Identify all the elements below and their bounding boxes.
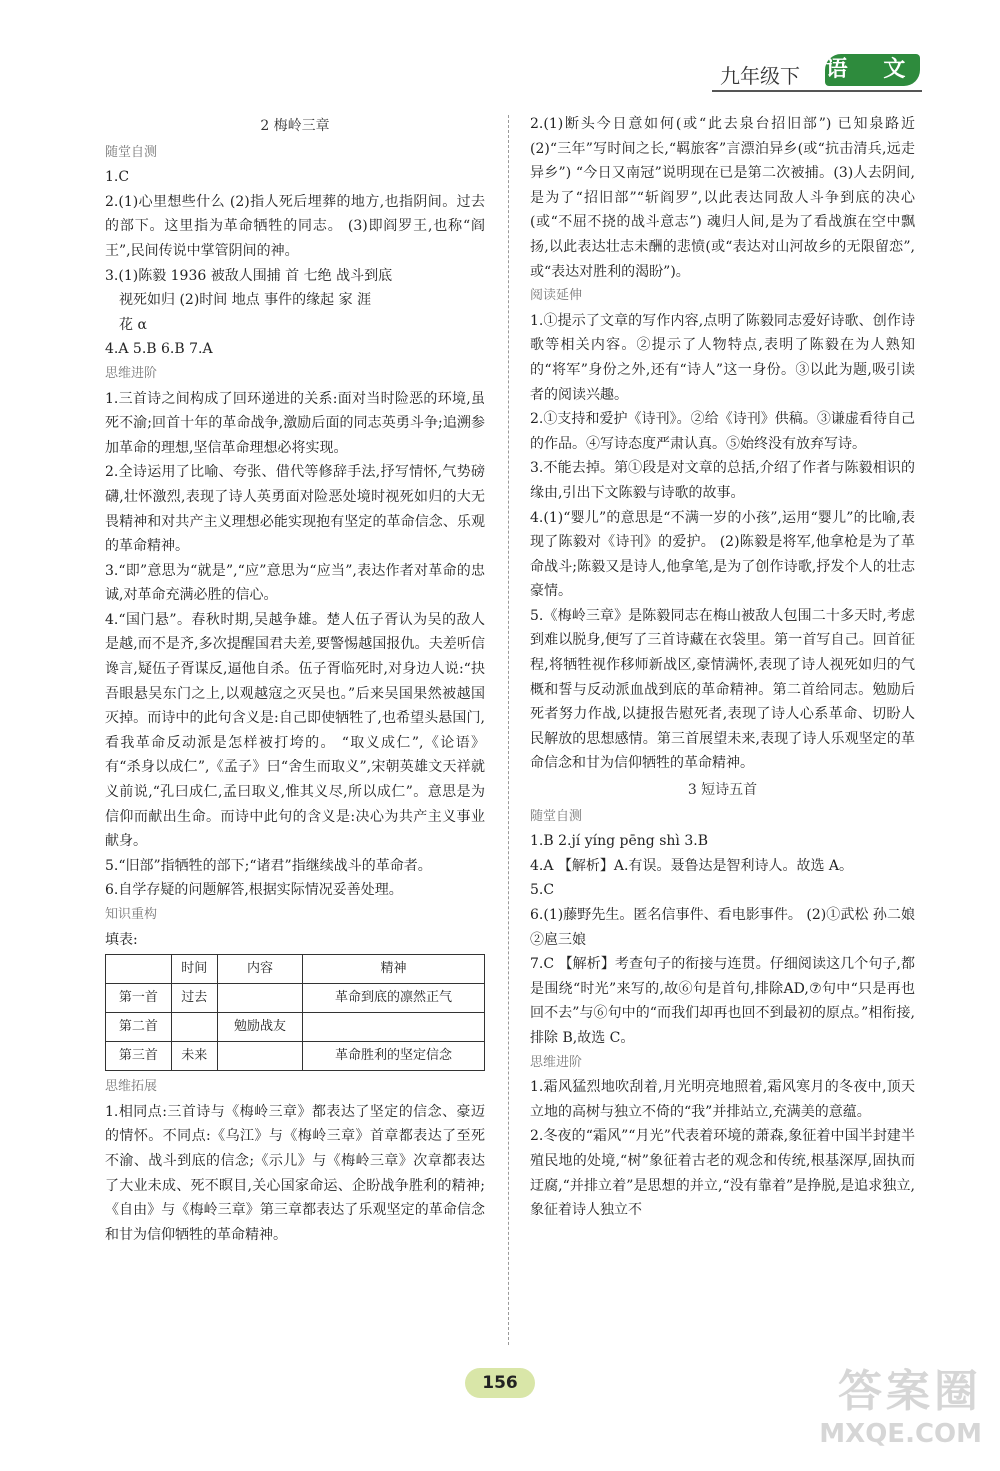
answer-item: 2.全诗运用了比喻、夸张、借代等修辞手法,抒写情怀,气势磅礴,壮怀激烈,表现了诗人英勇面对险恶处境时视死如归的大无畏精神和对共产主义理想必能实现抱有坚定的革命信念、乐观的革命精神。 (105, 464, 485, 555)
table-cell: 第三首 (106, 1042, 172, 1071)
header-grade: 九年级下 (720, 64, 800, 88)
table-header-cell: 内容 (217, 955, 302, 984)
answer-item: 4.“国门悬”。春秋时期,吴越争雄。楚人伍子胥认为吴的敌人是越,而不是齐,多次提醒国君夫差,要警惕越国报仇。夫差听信谗言,疑伍子胥谋反,逼他自杀。伍子胥临死时,对身边人说:“抉吾眼悬吴东门之上,以观越寇之灭吴也。”后来吴国果然被越国灭掉。而诗中的此句含义是:自己即使牺牲了,也希望头悬国门,看我革命反动派是怎样被打垮的。 “取义成仁”,《论语》有“杀身以成仁”,《孟子》曰“舍生而取义”,宋朝英雄文天祥就义前说,“孔曰成仁,孟曰取义,惟其义尽,所以成仁”。意思是为信仰而献出生命。而诗中此句的含义是:决心为共产主义事业献身。 (105, 611, 485, 850)
watermark-url: MXQE.COM (819, 1419, 982, 1449)
answer-item: 1.C (105, 169, 130, 186)
table-header-cell (106, 955, 172, 984)
table-cell: 革命胜利的坚定信念 (302, 1042, 484, 1071)
header-underline (712, 90, 922, 92)
answer-item: 4.A 【解析】A.有误。聂鲁达是智利诗人。故选 A。 (530, 857, 854, 874)
watermark-logo: 答案圈 (838, 1366, 982, 1417)
answer-item: 花 α (119, 316, 147, 333)
answer-item: 3.(1)陈毅 1936 被敌人围捕 首 七绝 战斗到底 (105, 267, 393, 284)
table-cell (302, 1013, 484, 1042)
answer-item: 4.(1)“婴儿”的意思是“不满一岁的小孩”,运用“婴儿”的比喻,表现了陈毅对《诗刊》的爱护。 (2)陈毅是将军,他拿枪是为了革命战斗;陈毅又是诗人,他拿笔,是为了创作诗歌,抒发个人的壮志豪情。 (530, 509, 915, 600)
watermark (819, 1355, 982, 1449)
table-header-row (106, 955, 485, 984)
header-subject-badge: 语 文 (825, 54, 920, 86)
subheading: 思维进阶 (530, 1054, 583, 1070)
table-row (106, 1042, 485, 1071)
answer-item: 2.①支持和爱护《诗刊》。②给《诗刊》供稿。③谦虚看待自己的作品。④写诗态度严肃认真。⑤始终没有放弃写诗。 (530, 411, 915, 452)
table-row (106, 984, 485, 1013)
table-cell: 勉励战友 (217, 1013, 302, 1042)
subheading: 思维拓展 (105, 1079, 158, 1095)
section-title: 3 短诗五首 (687, 782, 758, 799)
table-cell: 第一首 (106, 984, 172, 1013)
table-header-cell: 时间 (171, 955, 217, 984)
answer-item: 1.相同点:三首诗与《梅岭三章》都表达了坚定的信念、豪迈的情怀。不同点:《乌江》与《梅岭三章》首章都表达了至死不渝、战斗到底的信念;《示儿》与《梅岭三章》次章都表达了大业未成、死不瞑目,关心国家命运、企盼战争胜利的精神;《自由》与《梅岭三章》第三章都表达了乐观坚定的革命信念和甘为信仰牺牲的革命精神。 (105, 1103, 485, 1243)
answer-item: 6.(1)藤野先生。匿名信事件、看电影事件。 (2)①武松 孙二娘 ②扈三娘 (530, 907, 915, 948)
answer-item: 5.“旧部”指牺牲的部下;“诸君”指继续战斗的革命者。 (105, 857, 432, 874)
table-cell: 未来 (171, 1042, 217, 1071)
table-row (106, 1013, 485, 1042)
subheading: 知识重构 (105, 907, 158, 922)
answer-item: 5.C (530, 882, 555, 899)
answer-item: 3.不能去掉。第①段是对文章的总括,介绍了作者与陈毅相识的缘由,引出下文陈毅与诗歌的故事。 (530, 460, 915, 501)
answer-item: 5.《梅岭三章》是陈毅同志在梅山被敌人包围二十多天时,考虑到难以脱身,便写了三首诗藏在衣袋里。第一首写自己。回首征程,将牺牲视作移师新战区,豪情满怀,表现了诗人视死如归的气概和誓与反动派血战到底的革命精神。第二首给同志。勉励后死者努力作战,以捷报告慰死者,表现了诗人心系革命、切盼人民解放的思想感情。第三首展望未来,表现了诗人乐观坚定的革命信念和甘为信仰牺牲的革命精神。 (530, 607, 915, 772)
answer-item: 2.(1)断头今日意如何(或“此去泉台招旧部”) 已知泉路近 (2)“三年”写时间之长,“羁旅客”言漂泊异乡(或“抗击清兵,远走异乡”) “今日又南冠”说明现在已是第二次被捕。(3)人去阴间,是为了“招旧部”“斩阎罗”,以此表达同敌人斗争到底的决心(或“不屈不挠的战斗意志”) 魂归人间,是为了看战旗在空中飘扬,以此表达壮志未酬的悲愤(或“表达对山河故乡的无限留恋”,或“表达对胜利的渴盼”)。 (530, 116, 915, 280)
answer-item: 3.“即”意思为“就是”,“应”意思为“应当”,表达作者对革命的忠诚,对革命充满必胜的信心。 (105, 562, 485, 604)
column-divider (508, 115, 509, 1345)
subheading: 思维进阶 (105, 365, 158, 381)
subheading: 随堂自测 (105, 144, 158, 160)
table-cell (217, 984, 302, 1013)
table-cell: 第二首 (106, 1013, 172, 1042)
fill-label: 填表: (105, 931, 138, 948)
answer-item: 1.B 2.jí yíng pēng shì 3.B (530, 833, 708, 850)
left-column (105, 112, 485, 1247)
answer-item: 6.自学存疑的问题解答,根据实际情况妥善处理。 (105, 882, 403, 899)
answer-item: 视死如归 (2)时间 地点 事件的缘起 家 涯 (119, 292, 372, 309)
page-number: 156 (465, 1368, 535, 1398)
table-cell: 革命到底的凛然正气 (302, 984, 484, 1013)
answer-item: 2.冬夜的“霜风”“月光”代表着环境的萧森,象征着中国半封建半殖民地的处境,“树”象征着古老的观念和传统,根基深厚,固执而迂腐,“并排立着”是思想的并立,“没有靠着”是挣脱,是追求独立,象征着诗人独立不 (530, 1128, 915, 1219)
table-cell: 过去 (171, 984, 217, 1013)
answer-item: 4.A 5.B 6.B 7.A (105, 341, 213, 358)
answer-item: 7.C 【解析】考查句子的衔接与连贯。仔细阅读这几个句子,都是围绕“时光”来写的,故⑥句是首句,排除AD,⑦句中“只是再也回不去”与⑥句中的“而我们却再也回不到最初的原点。”相衔接,排除 B,故选 C。 (530, 956, 915, 1046)
table-header-cell: 精神 (302, 955, 484, 984)
subheading: 随堂自测 (530, 808, 583, 824)
table-cell (217, 1042, 302, 1071)
right-column (530, 112, 915, 1223)
section-title: 2 梅岭三章 (260, 118, 330, 134)
answer-item: 1.①提示了文章的写作内容,点明了陈毅同志爱好诗歌、创作诗歌等相关内容。②提示了人物特点,表明了陈毅在为人熟知的“将军”身份之外,还有“诗人”这一身份。③以此为题,吸引读者的阅读兴趣。 (530, 312, 915, 403)
subheading: 阅读延伸 (530, 288, 583, 304)
answer-item: 2.(1)心里想些什么 (2)指人死后埋葬的地方,也指阴间。过去的部下。这里指为革命牺牲的同志。 (3)即阎罗王,也称“阎王”,民间传说中掌管阴间的神。 (105, 193, 485, 259)
table-cell (171, 1013, 217, 1042)
answer-item: 1.霜风猛烈地吹刮着,月光明亮地照着,霜风寒月的冬夜中,顶天立地的高树与独立不倚的“我”并排站立,充满美的意蕴。 (530, 1079, 915, 1120)
answer-item: 1.三首诗之间构成了回环递进的关系:面对当时险恶的环境,虽死不渝;回首十年的革命战争,激励后面的同志英勇斗争;追溯参加革命的理想,坚信革命理想必将实现。 (105, 390, 485, 456)
fill-table (105, 954, 485, 1071)
